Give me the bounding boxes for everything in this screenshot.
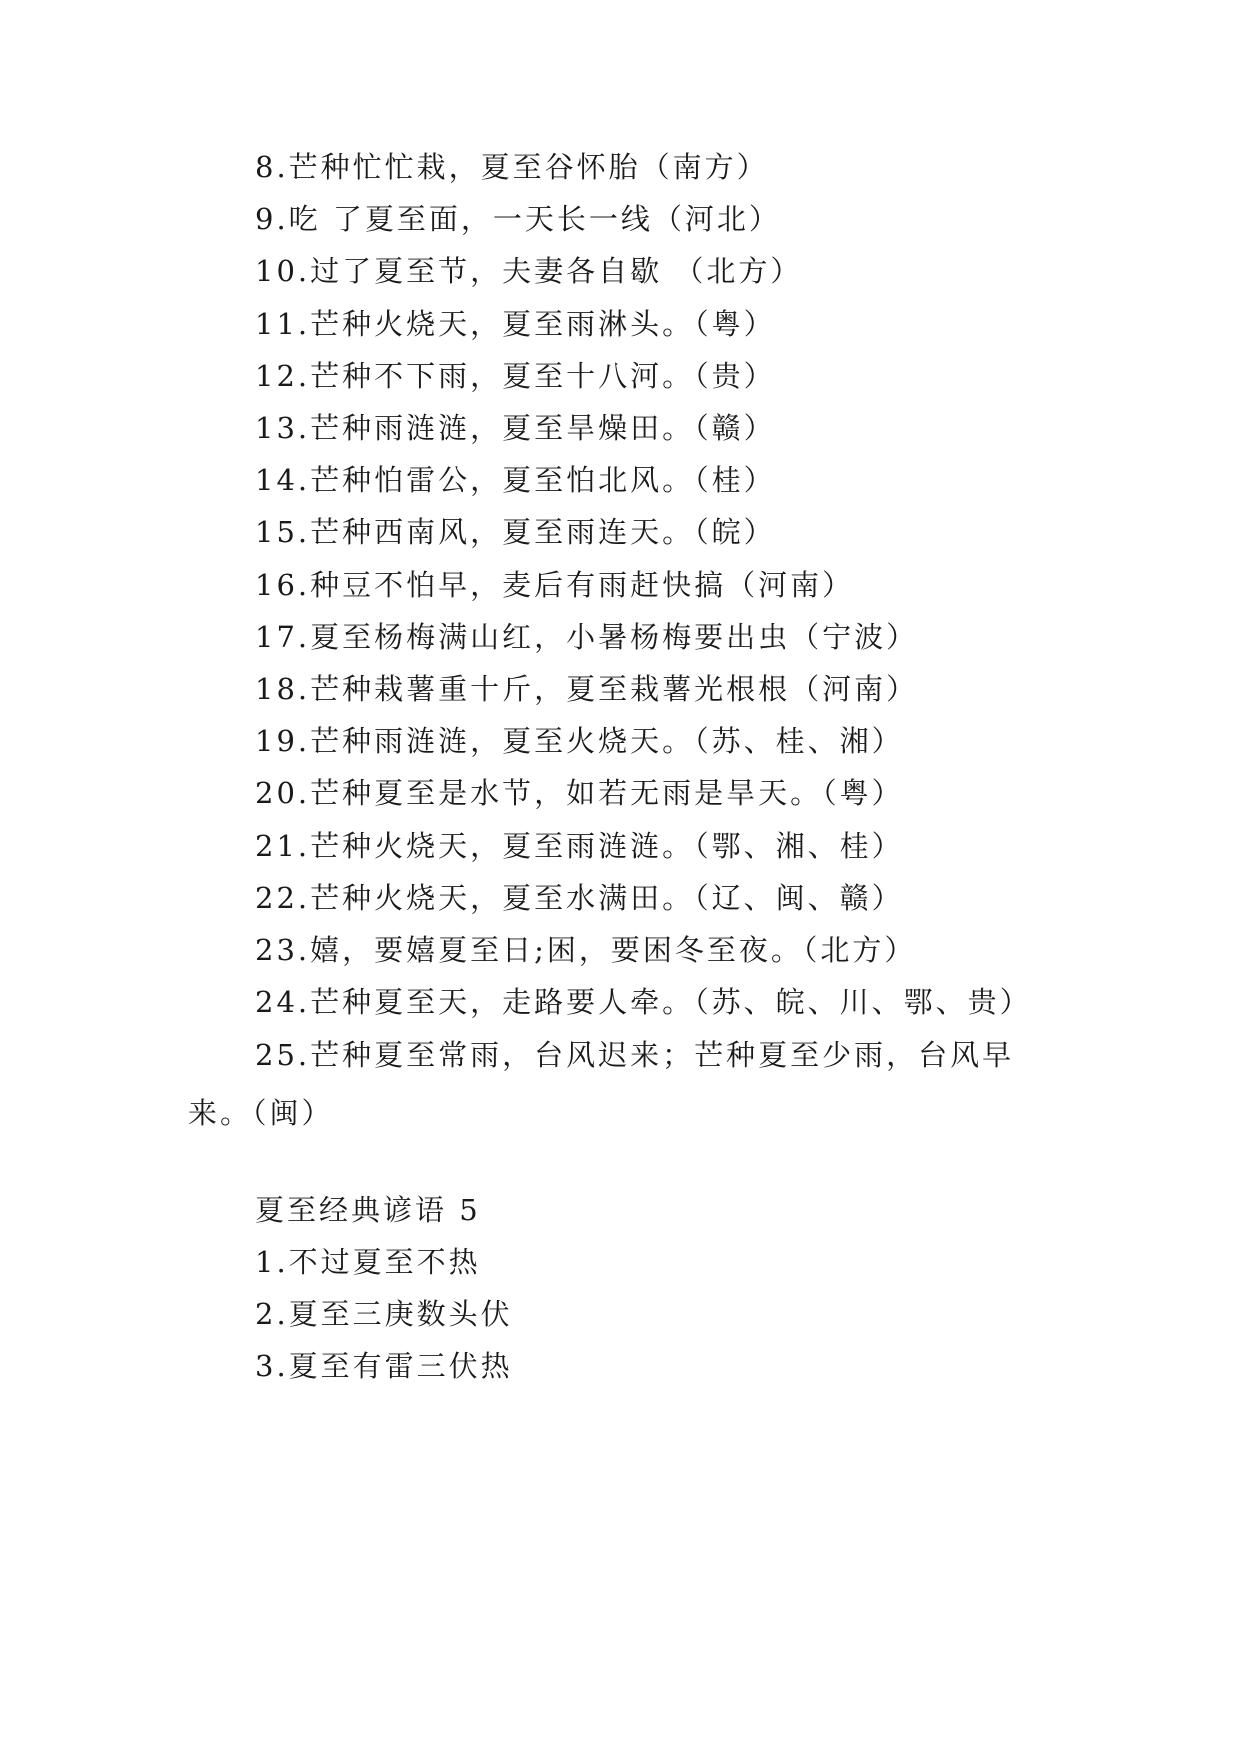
proverb-line: 9.吃 了夏至面，一天长一线（河北）: [255, 202, 781, 236]
proverb-line: 1.不过夏至不热: [255, 1245, 481, 1279]
proverb-line: 8.芒种忙忙栽，夏至谷怀胎（南方）: [255, 150, 769, 184]
proverb-line: 2.夏至三庚数头伏: [255, 1297, 513, 1331]
proverb-line: 20.芒种夏至是水节，如若无雨是旱天。（粤）: [255, 776, 904, 810]
proverb-line: 23.嬉，要嬉夏至日;困，要困冬至夜。（北方）: [255, 933, 917, 967]
proverb-line: 13.芒种雨涟涟，夏至旱燥田。（赣）: [255, 411, 776, 445]
proverb-line: 18.芒种栽薯重十斤，夏至栽薯光根根（河南）: [255, 672, 919, 706]
proverb-line: 21.芒种火烧天，夏至雨涟涟。（鄂、湘、桂）: [255, 829, 904, 863]
proverb-line: 10.过了夏至节，夫妻各自歇 （北方）: [255, 254, 803, 288]
proverb-line: 14.芒种怕雷公，夏至怕北风。（桂）: [255, 463, 776, 497]
section-heading: 夏至经典谚语 5: [255, 1193, 481, 1227]
proverb-line: 15.芒种西南风，夏至雨连天。（皖）: [255, 515, 776, 549]
proverb-line: 19.芒种雨涟涟，夏至火烧天。（苏、桂、湘）: [255, 724, 904, 758]
proverb-line: 17.夏至杨梅满山红，小暑杨梅要出虫（宁波）: [255, 620, 919, 654]
proverb-line: 3.夏至有雷三伏热: [255, 1349, 513, 1383]
proverb-line: 16.种豆不怕早，麦后有雨赶快搞（河南）: [255, 568, 855, 602]
proverb-paragraph: 25.芒种夏至常雨，台风迟来；芒种夏至少雨，台风早来。（闽）: [188, 1038, 1015, 1130]
proverb-line: 12.芒种不下雨，夏至十八河。（贵）: [255, 359, 776, 393]
proverb-line: 24.芒种夏至天，走路要人牵。（苏、皖、川、鄂、贵）: [255, 985, 1032, 1019]
proverb-line: 22.芒种火烧天，夏至水满田。（辽、闽、赣）: [255, 881, 904, 915]
proverb-line: 11.芒种火烧天，夏至雨淋头。（粤）: [255, 307, 776, 341]
